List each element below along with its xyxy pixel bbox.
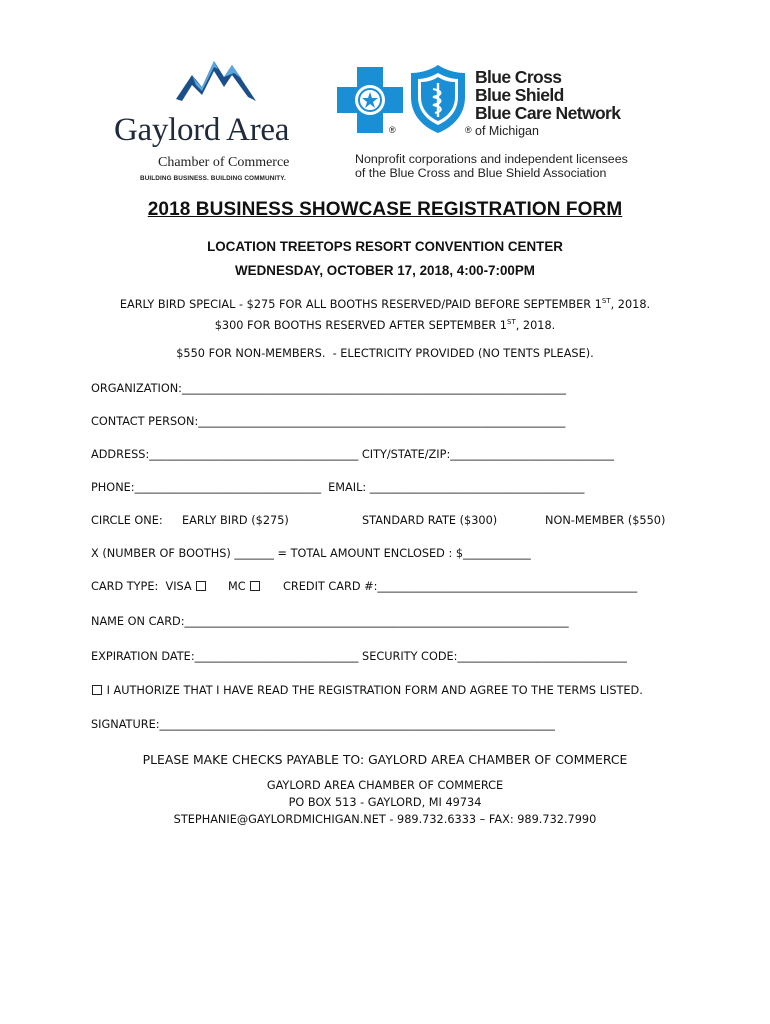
expiration-security-field[interactable]: EXPIRATION DATE:_____________________________ SECURITY CODE:______________________________ [91, 650, 627, 663]
authorize-statement[interactable]: I AUTHORIZE THAT I HAVE READ THE REGISTRATION FORM AND AGREE TO THE TERMS LISTED. [91, 684, 643, 697]
bcbs-note-line2: of the Blue Cross and Blue Shield Association [355, 166, 607, 180]
footer-contact: STEPHANIE@GAYLORDMICHIGAN.NET - 989.732.6333 – FAX: 989.732.7990 [173, 813, 597, 826]
gaylord-tagline: BUILDING BUSINESS. BUILDING COMMUNITY. [140, 175, 286, 182]
bcbs-note-line1: Nonprofit corporations and independent licensees [355, 152, 628, 166]
blue-shield-icon [409, 63, 467, 135]
mountain-icon [110, 55, 330, 115]
bcbs-name-line4: of Michigan [475, 124, 539, 138]
gaylord-subtitle: Chamber of Commerce [158, 155, 290, 170]
registered-mark-icon: ® [389, 125, 396, 135]
phone-email-field[interactable]: PHONE:_________________________________ EMAIL: ______________________________________ [91, 481, 585, 494]
visa-checkbox[interactable] [196, 581, 206, 591]
contact-person-field[interactable]: CONTACT PERSON:_________________________________________________________________ [91, 415, 566, 428]
organization-field[interactable]: ORGANIZATION:____________________________________________________________________ [91, 382, 567, 395]
payable-note: PLEASE MAKE CHECKS PAYABLE TO: GAYLORD AREA CHAMBER OF COMMERCE [142, 752, 628, 767]
option-non-member[interactable]: NON-MEMBER ($550) [545, 514, 666, 527]
signature-field[interactable]: SIGNATURE:______________________________________________________________________ [91, 718, 555, 731]
gaylord-chamber-logo [110, 55, 330, 185]
name-on-card-field[interactable]: NAME ON CARD:____________________________________________________________________ [91, 615, 569, 628]
standard-pricing: $300 FOR BOOTHS RESERVED AFTER SEPTEMBER 1ST, 2018. [214, 318, 556, 332]
event-datetime: WEDNESDAY, OCTOBER 17, 2018, 4:00-7:00PM [235, 263, 535, 278]
bcbs-name-line3: Blue Care Network [475, 103, 621, 123]
form-title: 2018 BUSINESS SHOWCASE REGISTRATION FORM [147, 199, 623, 220]
registered-mark-icon: ® [465, 125, 472, 135]
booths-total-field[interactable]: X (NUMBER OF BOOTHS) _______ = TOTAL AMOUNT ENCLOSED : $____________ [91, 547, 531, 560]
bcbs-name-line1: Blue Cross [475, 67, 562, 87]
option-standard-rate[interactable]: STANDARD RATE ($300) [362, 514, 498, 527]
footer-org: GAYLORD AREA CHAMBER OF COMMERCE [266, 779, 504, 792]
option-early-bird[interactable]: EARLY BIRD ($275) [182, 514, 289, 527]
authorize-checkbox[interactable] [92, 685, 102, 695]
card-type-mc[interactable]: MC [228, 580, 261, 593]
footer-po-box: PO BOX 513 - GAYLORD, MI 49734 [288, 796, 482, 809]
early-bird-pricing: EARLY BIRD SPECIAL - $275 FOR ALL BOOTHS RESERVED/PAID BEFORE SEPTEMBER 1ST, 2018. [119, 297, 651, 311]
circle-one-label: CIRCLE ONE: [91, 514, 163, 527]
credit-card-field[interactable]: CREDIT CARD #:______________________________________________ [283, 580, 638, 593]
mc-checkbox[interactable] [250, 581, 260, 591]
event-location: LOCATION TREETOPS RESORT CONVENTION CENTER [207, 239, 563, 254]
address-field[interactable]: ADDRESS:_____________________________________ CITY/STATE/ZIP:_____________________________ [91, 448, 615, 461]
card-type-visa[interactable]: CARD TYPE: VISA [91, 580, 207, 593]
bcbs-logo [337, 63, 657, 183]
bcbs-name-line2: Blue Shield [475, 85, 564, 105]
gaylord-name: Gaylord Area [114, 112, 290, 148]
non-member-pricing: $550 FOR NON-MEMBERS. - ELECTRICITY PROVIDED (NO TENTS PLEASE). [176, 347, 594, 360]
